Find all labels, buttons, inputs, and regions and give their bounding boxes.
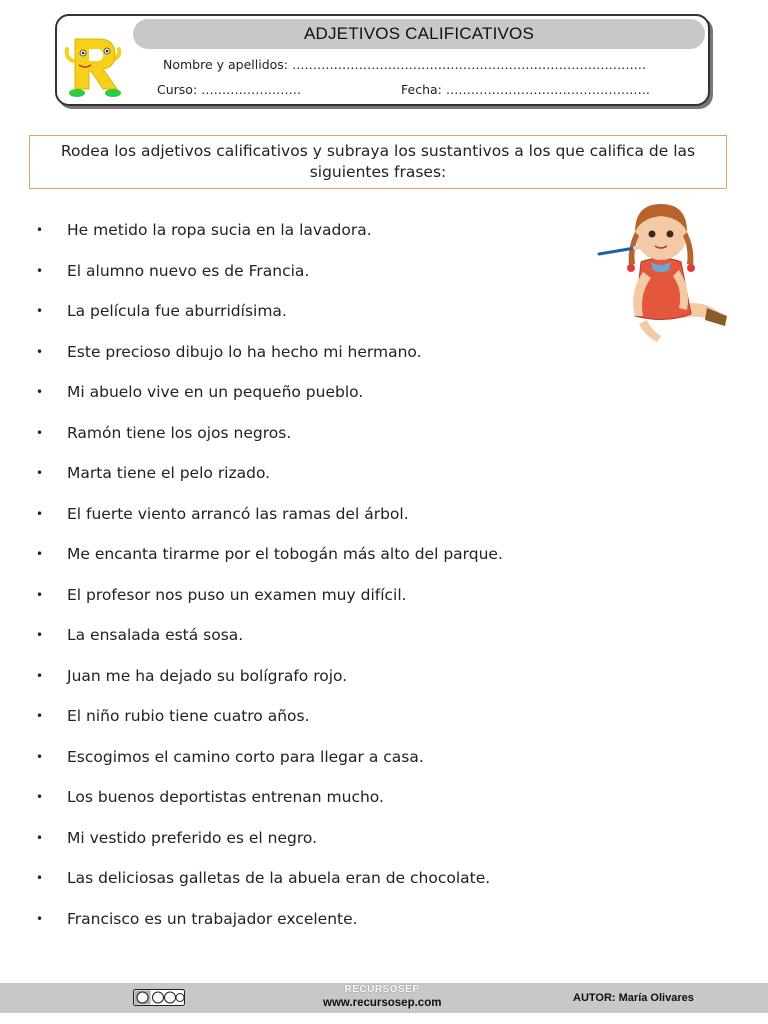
header-card	[55, 14, 710, 106]
bullet: •	[36, 668, 44, 683]
creative-commons-icon	[133, 989, 185, 1006]
list-item	[36, 615, 596, 656]
sentence-text: Mi abuelo vive en un pequeño pueblo.	[67, 383, 364, 402]
list-item	[36, 372, 596, 413]
instruction-box: Rodea los adjetivos calificativos y subraya los sustantivos a los que califica de las siguientes frases:	[29, 135, 727, 189]
list-item	[36, 737, 596, 778]
bullet: •	[36, 223, 44, 238]
bullet: •	[36, 587, 44, 602]
sentence-text: La película fue aburridísima.	[67, 302, 287, 321]
bullet: •	[36, 749, 44, 764]
list-item	[36, 656, 596, 697]
sentence-text: He metido la ropa sucia en la lavadora.	[67, 221, 372, 240]
sentence-text: El fuerte viento arrancó las ramas del árbol.	[67, 504, 409, 523]
sentence-text: Mi vestido preferido es el negro.	[67, 828, 318, 847]
list-item	[36, 332, 596, 373]
sentence-text: Escogimos el camino corto para llegar a casa.	[67, 747, 424, 766]
bullet: •	[36, 790, 44, 805]
sentence-text: Ramón tiene los ojos negros.	[67, 423, 292, 442]
list-item	[36, 858, 596, 899]
list-item	[36, 899, 596, 940]
worksheet-title: ADJETIVOS CALIFICATIVOS	[133, 19, 705, 49]
list-item	[36, 696, 596, 737]
bullet: •	[36, 425, 44, 440]
bullet: •	[36, 263, 44, 278]
sentence-text: El alumno nuevo es de Francia.	[67, 261, 310, 280]
bullet: •	[36, 547, 44, 562]
list-item	[36, 413, 596, 454]
footer-brand	[323, 984, 441, 1010]
name-field: Nombre y apellidos: ………………………………………………………………………….	[163, 57, 646, 72]
bullet: •	[36, 628, 44, 643]
bullet: •	[36, 304, 44, 319]
sentence-text: El niño rubio tiene cuatro años.	[67, 707, 310, 726]
bullet: •	[36, 466, 44, 481]
date-field: Fecha: ………………………………………….	[401, 82, 650, 97]
bullet: •	[36, 911, 44, 926]
list-item	[36, 534, 596, 575]
sentence-text: Las deliciosas galletas de la abuela eran de chocolate.	[67, 869, 491, 888]
sentence-text: Francisco es un trabajador excelente.	[67, 909, 358, 928]
sentence-text: Este precioso dibujo lo ha hecho mi hermano.	[67, 342, 422, 361]
brand-url[interactable]: www.recursosep.com	[323, 997, 442, 1009]
course-field: Curso: ……………………	[157, 82, 302, 97]
bullet: •	[36, 830, 44, 845]
footer	[0, 983, 768, 1013]
brand-name: RECURSOSEP	[344, 984, 420, 995]
list-item	[36, 210, 596, 251]
bullet: •	[36, 385, 44, 400]
list-item	[36, 777, 596, 818]
list-item	[36, 494, 596, 535]
letter-r-mascot-icon	[61, 31, 127, 101]
sentence-text: Me encanta tirarme por el tobogán más alto del parque.	[67, 545, 503, 564]
sentence-text: Los buenos deportistas entrenan mucho.	[67, 788, 384, 807]
sentence-text: La ensalada está sosa.	[67, 626, 244, 645]
sentence-text: Juan me ha dejado su bolígrafo rojo.	[67, 666, 348, 685]
bullet: •	[36, 344, 44, 359]
list-item	[36, 453, 596, 494]
sentence-list	[36, 210, 596, 939]
girl-illustration-icon	[595, 196, 733, 348]
list-item	[36, 251, 596, 292]
bullet: •	[36, 871, 44, 886]
bullet: •	[36, 709, 44, 724]
list-item	[36, 291, 596, 332]
sentence-text: Marta tiene el pelo rizado.	[67, 464, 271, 483]
list-item	[36, 575, 596, 616]
author-credit: AUTOR: María Olivares	[573, 992, 694, 1004]
sentence-text: El profesor nos puso un examen muy difícil.	[67, 585, 407, 604]
list-item	[36, 818, 596, 859]
bullet: •	[36, 506, 44, 521]
